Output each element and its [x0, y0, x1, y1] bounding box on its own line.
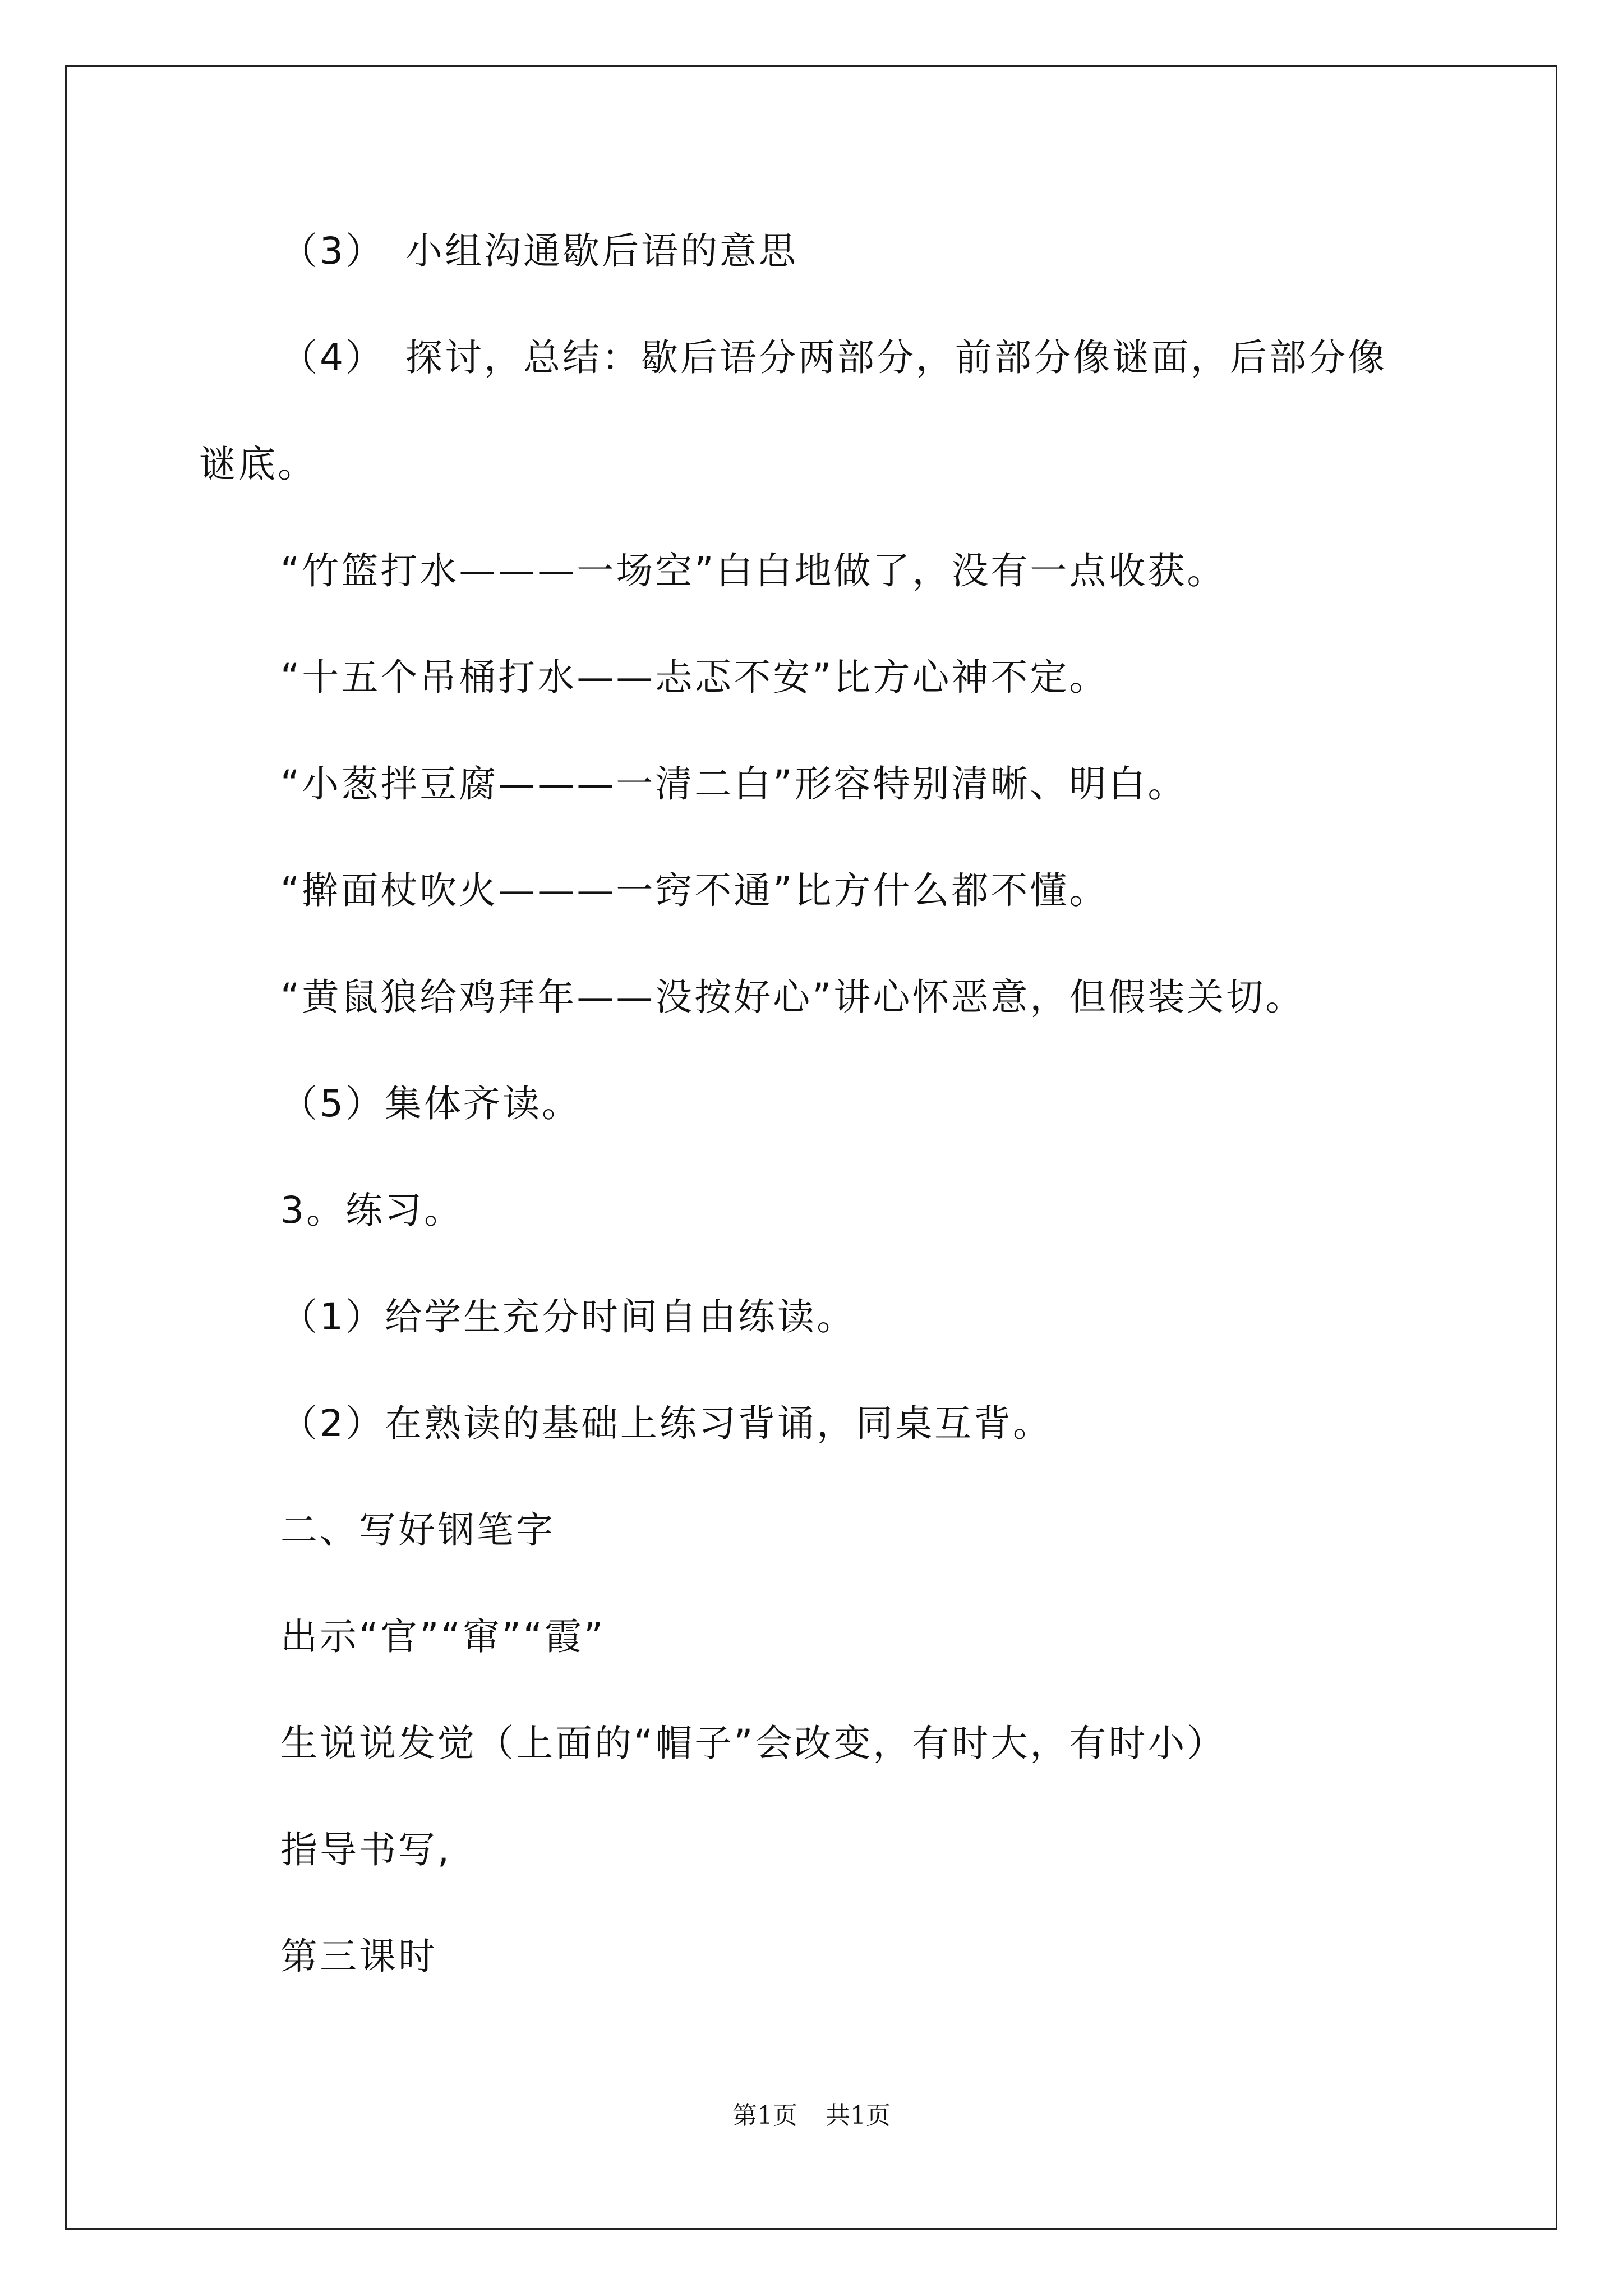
paragraph-line: “小葱拌豆腐———一清二白”形容特别清晰、明白。 — [280, 762, 1187, 806]
paragraph-line: 生说说发觉（上面的“帽子”会改变，有时大，有时小） — [280, 1722, 1227, 1765]
paragraph-line: （5）集体齐读。 — [280, 1082, 581, 1125]
paragraph-line: 出示“官”“窜”“霞” — [280, 1615, 606, 1658]
section-heading: 二、写好钢笔字 — [280, 1508, 555, 1552]
paragraph-line: 谜底。 — [199, 443, 317, 486]
section-heading: 第三课时 — [280, 1935, 437, 1978]
paragraph-line: 3。练习。 — [280, 1189, 463, 1232]
paragraph-line: （4） 探讨，总结：歇后语分两部分，前部分像谜面，后部分像 — [280, 336, 1387, 379]
paragraph-line: “竹篮打水———一场空”白白地做了，没有一点收获。 — [280, 549, 1227, 592]
paragraph-line: “擀面杖吹火———一窍不通”比方什么都不懂。 — [280, 869, 1109, 912]
paragraph-line: （3） 小组沟通歇后语的意思 — [280, 229, 798, 273]
paragraph-line: “十五个吊桶打水——忐忑不安”比方心神不定。 — [280, 656, 1109, 699]
paragraph-line: （1）给学生充分时间自由练读。 — [280, 1295, 856, 1338]
page-border — [65, 65, 1557, 2230]
page-footer — [0, 2099, 1623, 2133]
page-total: 共1页 — [826, 2101, 891, 2130]
paragraph-line: 指导书写, — [280, 1828, 451, 1871]
paragraph-line: “黄鼠狼给鸡拜年——没按好心”讲心怀恶意，但假装关切。 — [280, 976, 1305, 1019]
page-number: 第1页 — [732, 2101, 797, 2130]
paragraph-line: （2）在熟读的基础上练习背诵，同桌互背。 — [280, 1402, 1052, 1445]
